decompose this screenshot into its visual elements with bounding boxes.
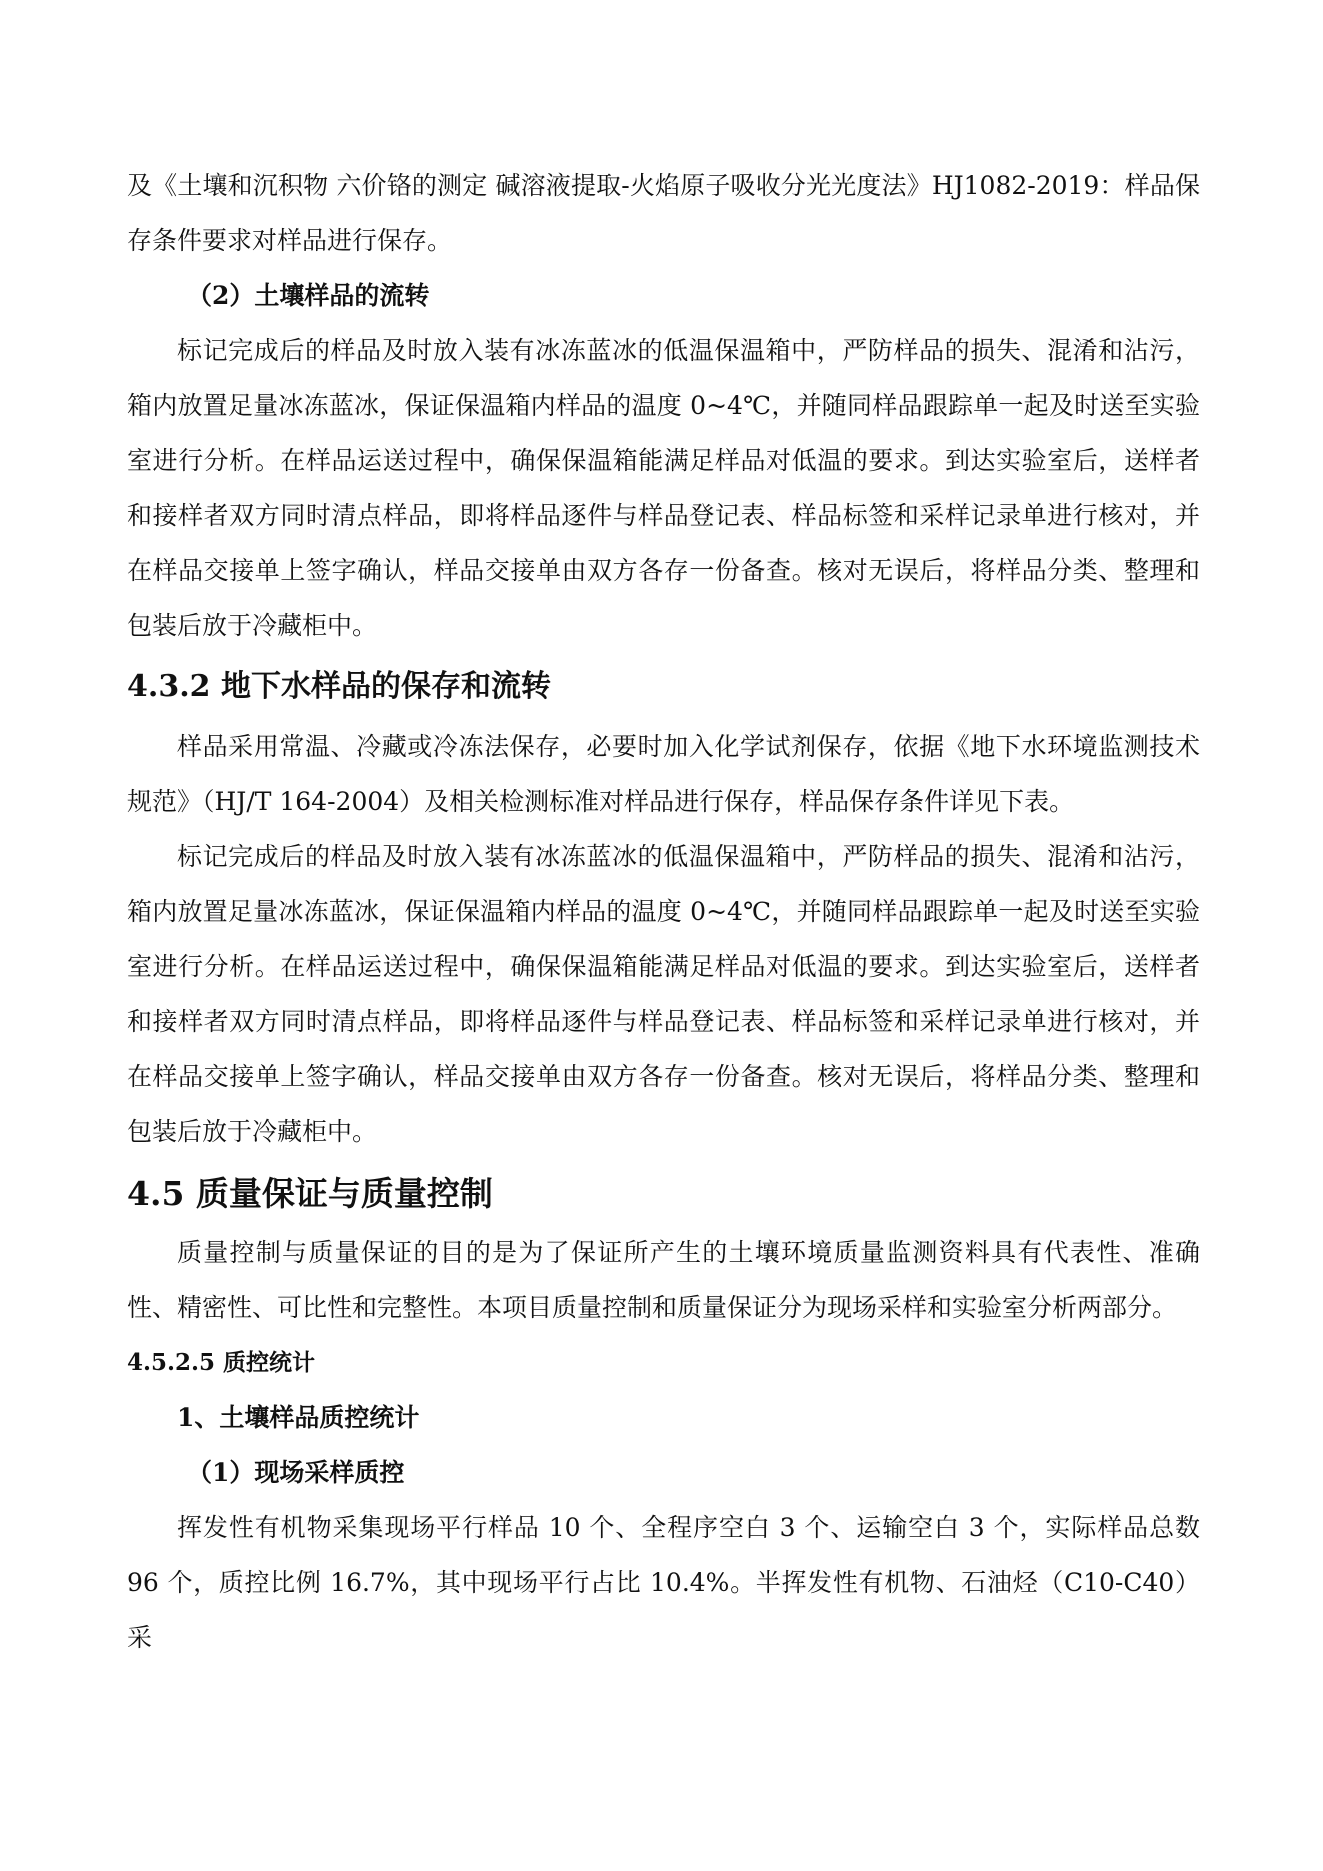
groundwater-flow-paragraph: 标记完成后的样品及时放入装有冰冻蓝冰的低温保温箱中，严防样品的损失、混淆和沾污，箱内放置足量冰冻蓝冰，保证保温箱内样品的温度 0~4℃，并随同样品跟踪单一起及时送至实验室进行分析。在样品运送过程中，确保保温箱能满足样品对低温的要求。到达实验室后，送样者和接样者双方同时清点样品，即将样品逐件与样品登记表、样品标签和采样记录单进行核对，并在样品交接单上签字确认，样品交接单由双方各存一份备查。核对无误后，将样品分类、整理和包装后放于冷藏柜中。: [127, 842, 1200, 1146]
section-4-5-heading: 4.5 质量保证与质量控制: [127, 1174, 493, 1213]
section-4-3-2-heading: 4.3.2 地下水样品的保存和流转: [127, 669, 551, 704]
field-sampling-qc-paragraph: 挥发性有机物采集现场平行样品 10 个、全程序空白 3 个、运输空白 3 个，实际样品总数 96 个，质控比例 16.7%，其中现场平行占比 10.4%。半挥发性有机物、石油烃（C10-C40）采: [127, 1513, 1200, 1652]
section-4-5-2-5-heading: 4.5.2.5 质控统计: [127, 1349, 316, 1376]
qa-qc-paragraph: 质量控制与质量保证的目的是为了保证所产生的土壤环境质量监测资料具有代表性、准确性、精密性、可比性和完整性。本项目质量控制和质量保证分为现场采样和实验室分析两部分。: [127, 1238, 1200, 1322]
groundwater-storage-paragraph: 样品采用常温、冷藏或冷冻法保存，必要时加入化学试剂保存，依据《地下水环境监测技术规范》（HJ/T 164-2004）及相关检测标准对样品进行保存，样品保存条件详见下表。: [127, 732, 1200, 816]
soil-sample-flow-heading: （2）土壤样品的流转: [187, 281, 430, 310]
document-page: [127, 158, 1200, 1665]
soil-sample-flow-paragraph: 标记完成后的样品及时放入装有冰冻蓝冰的低温保温箱中，严防样品的损失、混淆和沾污，箱内放置足量冰冻蓝冰，保证保温箱内样品的温度 0~4℃，并随同样品跟踪单一起及时送至实验室进行分析。在样品运送过程中，确保保温箱能满足样品对低温的要求。到达实验室后，送样者和接样者双方同时清点样品，即将样品逐件与样品登记表、样品标签和采样记录单进行核对，并在样品交接单上签字确认，样品交接单由双方各存一份备查。核对无误后，将样品分类、整理和包装后放于冷藏柜中。: [127, 336, 1200, 640]
field-sampling-qc-heading: （1）现场采样质控: [187, 1458, 405, 1487]
intro-paragraph: 及《土壤和沉积物 六价铬的测定 碱溶液提取-火焰原子吸收分光光度法》HJ1082-2019：样品保存条件要求对样品进行保存。: [127, 171, 1200, 255]
soil-qc-stats-heading: 1、土壤样品质控统计: [177, 1403, 420, 1432]
